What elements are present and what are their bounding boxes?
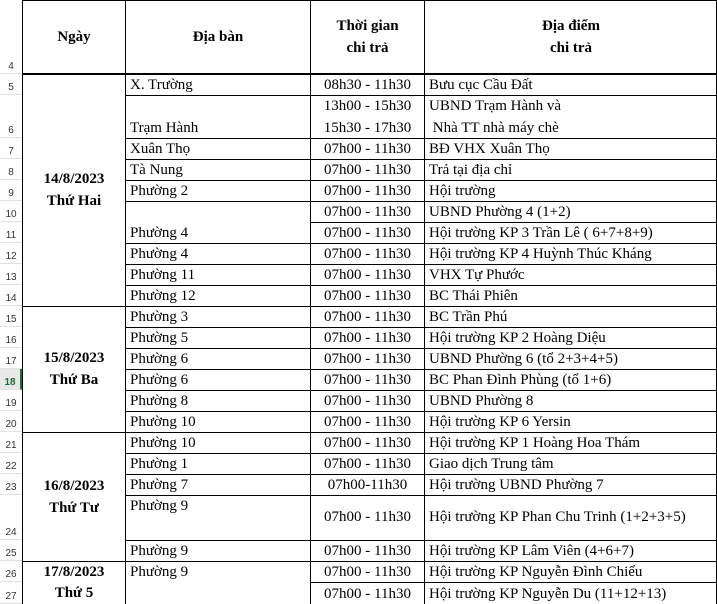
date-group-1[interactable]	[23, 74, 125, 306]
cell-dia-diem[interactable]: Hội trường KP Nguyễn Đình Chiểu	[429, 564, 643, 580]
cell-thoi-gian[interactable]: 08h30 - 11h30	[324, 77, 411, 93]
grid-line	[310, 201, 717, 202]
cell-dia-diem[interactable]: BC Trần Phú	[429, 309, 508, 325]
grid-line	[125, 327, 311, 328]
cell-thoi-gian[interactable]: 07h00 - 11h30	[324, 564, 411, 580]
cell-dia-ban[interactable]: Phường 7	[130, 477, 189, 493]
cell-thoi-gian[interactable]: 07h00 - 11h30	[324, 543, 411, 559]
cell-dia-ban[interactable]: Phường 11	[130, 267, 196, 283]
grid-line	[125, 540, 311, 541]
row-number[interactable]: 20	[0, 411, 22, 432]
header-thoi-gian-line2: chi trả	[346, 40, 389, 56]
grid-line	[125, 369, 311, 370]
cell-dia-ban[interactable]: Phường 9	[130, 543, 189, 559]
cell-thoi-gian[interactable]: 07h00 - 11h30	[324, 309, 411, 325]
cell-dia-diem[interactable]: UBND Phường 8	[429, 393, 534, 409]
grid-line	[125, 285, 311, 286]
cell-thoi-gian[interactable]: 07h00 - 11h30	[324, 414, 411, 430]
grid-line	[125, 243, 311, 244]
header-dia-diem-line2: chi trả	[549, 40, 593, 56]
cell-dia-diem[interactable]: UBND Phường 4 (1+2)	[429, 204, 571, 220]
cell-thoi-gian[interactable]: 07h00 - 11h30	[324, 393, 411, 409]
cell-dia-diem[interactable]: Hội trường KP 2 Hoàng Diệu	[429, 330, 606, 346]
cell-dia-ban[interactable]: Phường 10	[130, 414, 196, 430]
cell-thoi-gian[interactable]: 07h00 - 11h30	[324, 288, 411, 304]
cell-dia-diem[interactable]: Hội trường UBND Phường 7	[429, 477, 604, 493]
row-number[interactable]: 10	[0, 201, 22, 222]
cell-thoi-gian[interactable]: 07h00 - 11h30	[324, 183, 411, 199]
header-thoi-gian	[311, 6, 424, 68]
row-number-active[interactable]: 18	[0, 369, 22, 390]
cell-dia-diem[interactable]: BC Thái Phiên	[429, 288, 518, 304]
cell-dia-diem[interactable]: UBND Phường 6 (tổ 2+3+4+5)	[429, 351, 618, 367]
row-number[interactable]: 13	[0, 264, 22, 285]
cell-dia-diem[interactable]: BĐ VHX Xuân Thọ	[429, 141, 550, 157]
grid-line	[310, 327, 717, 328]
cell-dia-ban[interactable]: Phường 9	[130, 498, 189, 514]
cell-thoi-gian[interactable]: 07h00 - 11h30	[324, 586, 411, 602]
grid-line	[310, 453, 717, 454]
grid-line	[310, 540, 717, 541]
grid-line	[310, 138, 717, 139]
grid-line	[125, 95, 311, 96]
row-number[interactable]: 6	[0, 95, 22, 138]
grid-line	[125, 264, 311, 265]
header-ngay: Ngày	[57, 29, 91, 45]
grid-line	[22, 73, 717, 75]
grid-line	[125, 453, 311, 454]
row-number[interactable]: 23	[0, 474, 22, 495]
cell-thoi-gian[interactable]: 07h00-11h30	[327, 477, 408, 493]
row-number[interactable]: 17	[0, 348, 22, 369]
cell-thoi-gian[interactable]: 15h30 - 17h30	[323, 120, 412, 136]
row-number[interactable]: 24	[0, 495, 22, 540]
cell-thoi-gian[interactable]: 07h00 - 11h30	[324, 456, 411, 472]
grid-line	[125, 411, 311, 412]
cell-dia-ban[interactable]: X. Trường	[130, 77, 193, 93]
cell-dia-diem[interactable]: Hội trường KP 6 Yersin	[429, 414, 571, 430]
cell-dia-diem[interactable]: Hội trường KP 3 Trần Lê ( 6+7+8+9)	[429, 225, 653, 241]
grid-line	[125, 474, 311, 475]
cell-dia-diem[interactable]: Hội trường KP Lâm Viên (4+6+7)	[429, 543, 634, 559]
row-number[interactable]: 5	[0, 74, 22, 95]
date-group-1-date: 14/8/2023	[43, 171, 105, 187]
cell-thoi-gian[interactable]: 07h00 - 11h30	[324, 435, 411, 451]
grid-line	[125, 390, 311, 391]
grid-line	[125, 0, 126, 604]
cell-dia-ban[interactable]: Phường 5	[130, 330, 189, 346]
header-dia-diem-line1: Địa điểm	[542, 18, 600, 34]
grid-line	[310, 180, 717, 181]
cell-dia-ban[interactable]: Trạm Hành	[130, 120, 199, 136]
row-number[interactable]: 8	[0, 159, 22, 180]
grid-line	[310, 243, 717, 244]
cell-dia-ban[interactable]: Phường 3	[130, 309, 189, 325]
row-number[interactable]: 11	[0, 222, 22, 243]
date-group-2[interactable]	[23, 306, 125, 432]
cell-dia-ban[interactable]	[126, 201, 310, 222]
cell-dia-diem[interactable]: VHX Tự Phước	[429, 267, 525, 283]
grid-line	[310, 159, 717, 160]
grid-line	[310, 390, 717, 391]
grid-line	[310, 285, 717, 286]
cell-dia-diem[interactable]: Hội trường KP Phan Chu Trinh (1+2+3+5)	[429, 509, 686, 525]
cell-thoi-gian[interactable]: 07h00 - 11h30	[324, 372, 411, 388]
cell-dia-diem[interactable]: Hội trường KP 4 Huỳnh Thúc Kháng	[429, 246, 652, 262]
cell-thoi-gian[interactable]: 07h00 - 11h30	[324, 141, 411, 157]
row-number[interactable]: 14	[0, 285, 22, 306]
row-number[interactable]: 12	[0, 243, 22, 264]
grid-line	[310, 222, 717, 223]
cell-thoi-gian[interactable]: 07h00 - 11h30	[324, 267, 411, 283]
grid-line	[310, 348, 717, 349]
grid-line	[125, 138, 311, 139]
cell-dia-diem[interactable]: Bưu cục Cầu Đất	[429, 77, 533, 93]
row-number[interactable]: 27	[0, 582, 22, 604]
cell-dia-diem[interactable]: Hội trường	[429, 183, 496, 199]
row-number[interactable]: 26	[0, 561, 22, 582]
cell-thoi-gian[interactable]: 07h00 - 11h30	[324, 351, 411, 367]
date-group-4-date: 17/8/2023	[43, 563, 105, 580]
grid-line	[310, 369, 717, 370]
grid-line	[424, 0, 425, 604]
cell-dia-ban[interactable]: Phường 4	[130, 225, 189, 241]
header-dia-diem	[425, 6, 717, 68]
row-number[interactable]: 9	[0, 180, 22, 201]
cell-thoi-gian[interactable]: 13h00 - 15h30	[323, 98, 412, 114]
cell-thoi-gian[interactable]: 07h00 - 11h30	[324, 330, 411, 346]
cell-dia-diem[interactable]: Nhà TT nhà máy chè	[429, 120, 559, 136]
grid-line	[310, 582, 717, 583]
grid-line	[310, 474, 717, 475]
cell-thoi-gian[interactable]: 07h00 - 11h30	[324, 162, 411, 178]
cell-dia-ban[interactable]: Phường 10	[130, 435, 196, 451]
row-number[interactable]: 19	[0, 390, 22, 411]
cell-dia-ban[interactable]: Xuân Thọ	[130, 141, 191, 157]
grid-line	[125, 180, 311, 181]
date-group-2-weekday: Thứ Ba	[49, 372, 99, 388]
cell-dia-ban[interactable]: Tà Nung	[130, 162, 183, 178]
cell-dia-diem[interactable]: Trả tại địa chỉ	[429, 162, 513, 178]
cell-dia-ban[interactable]: Phường 8	[130, 393, 189, 409]
row-number[interactable]: 15	[0, 306, 22, 327]
grid-line	[22, 561, 717, 562]
date-group-4[interactable]	[23, 561, 125, 604]
header-thoi-gian-line1: Thời gian	[336, 18, 399, 34]
header-dia-ban: Địa bàn	[192, 29, 244, 45]
cell-dia-ban[interactable]: Phường 6	[130, 351, 189, 367]
date-group-3[interactable]	[23, 432, 125, 561]
row-number[interactable]: 22	[0, 453, 22, 474]
grid-line	[125, 348, 311, 349]
cell-dia-ban[interactable]: Phường 2	[130, 183, 189, 199]
cell-dia-ban[interactable]: Phường 12	[130, 288, 196, 304]
cell-dia-ban[interactable]: Phường 6	[130, 372, 189, 388]
cell-thoi-gian[interactable]: 07h00 - 11h30	[324, 246, 411, 262]
cell-dia-diem[interactable]: Hội trường KP Nguyễn Du (11+12+13)	[429, 586, 667, 602]
row-number[interactable]: 16	[0, 327, 22, 348]
date-group-4-weekday: Thứ 5	[54, 584, 94, 601]
grid-line	[125, 159, 311, 160]
grid-line	[310, 264, 717, 265]
row-number[interactable]: 25	[0, 540, 22, 561]
cell-dia-diem[interactable]: Hội trường KP 1 Hoàng Hoa Thám	[429, 435, 641, 451]
cell-thoi-gian[interactable]: 07h00 - 11h30	[324, 225, 411, 241]
cell-dia-diem[interactable]: UBND Trạm Hành và	[429, 98, 562, 114]
cell-thoi-gian[interactable]: 07h00 - 11h30	[324, 509, 411, 525]
date-group-3-weekday: Thứ Tư	[49, 499, 99, 516]
cell-dia-ban[interactable]: Phường 1	[130, 456, 189, 472]
row-number[interactable]: 21	[0, 432, 22, 453]
cell-thoi-gian[interactable]: 07h00 - 11h30	[324, 204, 411, 220]
row-number[interactable]: 4	[0, 0, 22, 74]
grid-line	[310, 0, 311, 604]
date-group-3-date: 16/8/2023	[43, 477, 105, 494]
cell-dia-ban[interactable]: Phường 9	[130, 564, 189, 580]
cell-dia-ban[interactable]: Phường 4	[130, 246, 189, 262]
cell-dia-diem[interactable]: BC Phan Đình Phùng (tổ 1+6)	[429, 372, 612, 388]
grid-line	[125, 201, 311, 202]
grid-line	[22, 0, 717, 1]
date-group-2-date: 15/8/2023	[43, 350, 105, 366]
grid-line	[310, 411, 717, 412]
grid-line	[22, 0, 23, 604]
grid-line	[125, 495, 311, 496]
row-number[interactable]: 7	[0, 138, 22, 159]
grid-line	[310, 95, 717, 96]
grid-line	[310, 495, 717, 496]
grid-line	[22, 432, 717, 433]
date-group-1-weekday: Thứ Hai	[46, 193, 102, 209]
cell-dia-diem[interactable]: Giao dịch Trung tâm	[429, 456, 554, 472]
grid-line	[22, 306, 717, 307]
